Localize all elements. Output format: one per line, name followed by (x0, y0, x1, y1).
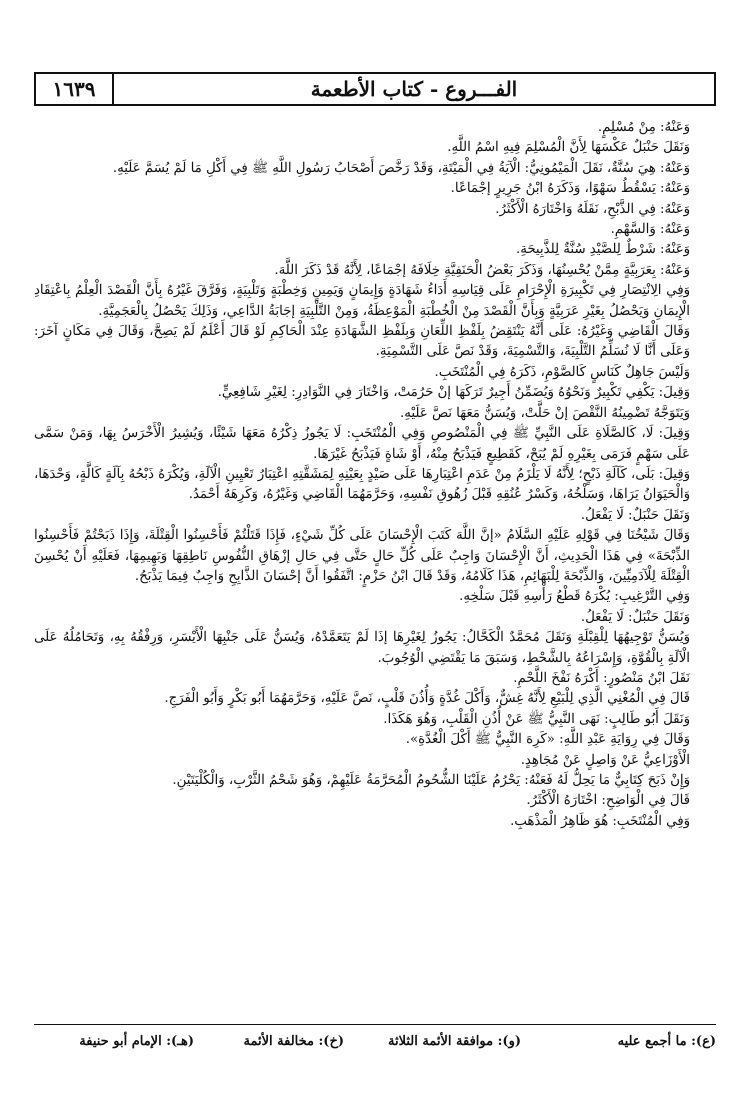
paragraph: وَقِيلَ: لَا، كَالصَّلَاةِ عَلَى النَّبِيِّ ﷺ فِي الْمَنْصُوصِ وَفِي الْمُنْتَخَبِ: لَا يَجُوزُ ذِكْرُهُ مَعَهَا شَيْئًا، وَيُشِيرُ الْأَخْرَسُ بِهَا، وَمَنْ سَمَّى عَلَى سَهْمٍ فَرَمَى بِغَيْرِهِ لَمْ يُبَحْ، كَقَطِيعٍ فَيَذْبَحُ مِنْهُ، أَوْ شَاةٍ فَيَذْبَحُ غَيْرَهَا. (34, 426, 690, 462)
paragraph: وَقِيلَ: يَكْفِي تَكْبِيرٌ وَنَحْوُهُ وَيُضَمِّنُ أَجِيرٌ تَرَكَهَا إنْ حَرُمَتْ، وَاخْتَارَ فِي النَّوَادِرِ: لِغَيْرِ شَافِعِيٍّ. (217, 385, 690, 401)
paragraph: وَعَنْهُ: هِيَ سُنَّةٌ، نَقَلَ الْمَيْمُونِيُّ: الْآيَةُ فِي الْمَيْتَةِ، وَقَدْ رَخَّصَ أَصْحَابُ رَسُولِ اللَّهِ ﷺ فِي أَكْلِ مَا لَمْ يُسَمَّ عَلَيْهِ. (112, 160, 690, 176)
paragraph: قَالَ فِي الْمُغْنِي الَّذِي لِلْبَيْعِ لِأَنَّهُ غِشٌّ، وَأَكْلَ غُدَّةٍ وَأُذُنَ قَلْبٍ، نَصَّ عَلَيْهِ، وَحَرَّمَهُمَا أَبُو بَكْرٍ وَأَبُو الْفَرَجِ. (164, 691, 690, 707)
paragraph: وَنَقَلَ حَنْبَلٌ: لَا يَفْعَلُ. (580, 609, 690, 625)
paragraph: وَقَالَ شَيْخُنَا فِي قَوْلِهِ عَلَيْهِ السَّلَامُ «إنَّ اللَّهَ كَتَبَ الْإِحْسَانَ عَلَى كُلِّ شَيْءٍ، فَإِذَا قَتَلْتُمْ فَأَحْسِنُوا الْقِتْلَةَ، وَإِذَا ذَبَحْتُمْ فَأَحْسِنُوا الذِّبْحَةَ» فِي هَذَا الْحَدِيثِ، أَنَّ الْإِحْسَانَ وَاجِبٌ عَلَى كُلِّ حَالٍ حَتَّى فِي حَالِ إزْهَاقِ النُّفُوسِ نَاطِقِهَا وَبَهِيمِهَا، فَعَلَيْهِ أَنْ يُحْسِنَ الْقِتْلَةَ لِلْآدَمِيِّينَ، وَالذِّبْحَةَ لِلْبَهَائِمِ، هَذَا كَلَامُهُ، وَقَدْ قَالَ ابْنُ حَزْمٍ: اتَّفَقُوا أَنَّ إحْسَانَ الذَّابِحِ وَاجِبٌ فِيمَا يَذْبَحُ. (34, 528, 690, 584)
paragraph: وَعَنْهُ: يَسْقُطُ سَهْوًا، وَذَكَرَهُ ابْنُ جَرِيرٍ إجْمَاعًا. (450, 181, 690, 197)
footer-legend (34, 1030, 716, 1054)
legend-disagreement: (خ): مخالفة الأئمة (243, 1034, 344, 1049)
paragraph: وَعَنْهُ: وَالسَّهْمِ. (610, 222, 690, 238)
paragraph: وَعَنْهُ: شَرْطٌ لِلصَّيْدِ سُنَّةٌ لِلذَّبِيحَةِ. (515, 242, 690, 258)
paragraph: وَإِنْ ذَبَحَ كِتَابِيٌّ مَا يَحِلُّ لَهُ فَعَنْهُ: يَحْرُمُ عَلَيْنَا الشُّحُومُ الْمُحَرَّمَةُ عَلَيْهِمْ، وَهُوَ شَحْمُ الثَّرْبِ، وَالْكُلْيَتَيْنِ. (172, 773, 690, 788)
paragraph: وَفِي الْمُنْتَخَبِ: هُوَ ظَاهِرُ الْمَذْهَبِ. (510, 813, 690, 829)
paragraph: نَقَلَ ابْنُ مَنْصُورٍ: أَكْرَهُ نَفْخَ اللَّحْمِ. (513, 670, 690, 686)
paragraph: الْأَوْزَاعِيُّ عَنْ وَاصِلٍ عَنْ مُجَاهِدٍ. (520, 752, 690, 768)
paragraph: وَنَقَلَ حَنْبَلٌ: لَا يَفْعَلُ. (580, 507, 690, 523)
paragraph: وَعَنْهُ: مِنْ مُسْلِمٍ. (597, 120, 690, 135)
paragraph: وَقَالَ فِي رِوَايَةِ عَبْدِ اللَّهِ: «كَرِهَ النَّبِيُّ ﷺ أَكْلَ الْغُدَّةِ». (405, 732, 690, 748)
paragraph: وَنَقَلَ حَنْبَلٌ عَكْسَهَا لِأَنَّ الْمُسْلِمَ فِيهِ اسْمُ اللَّهِ. (447, 140, 690, 156)
paragraph: وَيُسَنُّ تَوْجِيهُهَا لِلْقِبْلَةِ وَنَقَلَ مُحَمَّدٌ الْكَحَّالُ: يَجُوزُ لِغَيْرِهَا إذَا لَمْ يَتَعَمَّدْهُ، وَيُسَنُّ عَلَى جَنْبِهَا الْأَيْسَرِ، وَرِفْقُهُ بِهِ، وَتَحَامُلُهُ عَلَى الْآلَةِ بِالْقُوَّةِ، وَإِسْرَاعُهُ بِالشَّحْطِ، وَسَبَقَ مَا يَقْتَضِي الْوُجُوبَ. (34, 630, 690, 666)
legend-agreement: (و): موافقة الأئمة الثلاثة (388, 1034, 521, 1049)
paragraph: وَنَقَلَ أَبُو طَالِبٍ: نَهَى النَّبِيُّ ﷺ عَنْ أُذُنِ الْقَلْبِ، وَهُوَ هَكَذَا. (383, 711, 690, 727)
running-title: الفـــروع - كتاب الأطعمة (310, 77, 518, 101)
page-header (34, 72, 716, 106)
paragraph: قَالَ فِي الْوَاضِحِ: اخْتَارَهُ الْأَكْثَرُ. (526, 793, 690, 809)
paragraph: وَفِي التَّرْغِيبِ: يُكْرَهُ قَطْعُ رَأْسِهِ قَبْلَ سَلْخِهِ. (459, 589, 690, 605)
body-text (34, 118, 716, 1018)
paragraph: وَعَنْهُ: فِي الذَّبْحِ، نَقَلَهُ وَاخْتَارَهُ الْأَكْثَرُ. (495, 201, 690, 217)
paragraph: وَيَتَوَجَّهُ تَضْمِينُهُ النَّقْصَ إنْ حَلَّتْ، وَيُسَنُّ مَعَهَا نَصَّ عَلَيْهِ. (400, 405, 690, 421)
paragraph: وَعَنْهُ: بِعَرَبِيَّةٍ مِمَّنْ يُحْسِنُهَا، وَذَكَرَ بَعْضُ الْحَنَفِيَّةِ خِلَافَهُ إجْمَاعًا، لِأَنَّهُ قَدْ ذَكَرَ اللَّهَ. (274, 262, 690, 278)
paragraph: وَقِيلَ: بَلَى، كَآلَةِ ذَبْحٍ؛ لِأَنَّهُ لَا يَلْزَمُ مِنْ عَدَمِ اعْتِبَارِهَا عَلَى صَيْدٍ بِعَيْنِهِ لِمَشَقَّتِهِ اعْتِبَارُ تَعْيِينِ الْآلَةِ، وَيُكْرَهُ ذَبْحُهُ بِآلَةٍ كَالَّةٍ، وَحْدَهَا، وَالْحَيَوَانُ يَرَاهَا، وَسَلْخُهُ، وَكَسْرُ عُنُقِهِ قَبْلَ زُهُوقِ نَفْسِهِ، وَحَرَّمَهُمَا الْقَاضِي وَغَيْرُهُ، وَكَرِهَهُ أَحْمَدُ. (34, 466, 690, 503)
page-number: ١٦٣٩ (36, 74, 114, 104)
legend-consensus: (ع): ما أجمع عليه (617, 1034, 716, 1049)
paragraph: وَلَيْسَ جَاهِلٌ كَنَاسٍ كَالصَّوْمِ، ذَكَرَهُ فِي الْمُنْتَخَبِ. (434, 364, 690, 380)
footer-divider (34, 1024, 716, 1025)
paragraph: وَقَالَ الْقَاضِي وَغَيْرُهُ: عَلَى أَنَّهُ يَنْتَقِضُ بِلَفْظِ اللِّعَانِ وَبِلَفْظِ الشَّهَادَةِ عِنْدَ الْحَاكِمِ لَوْ قَالَ أَعْلَمُ لَمْ يَصِحَّ، وَقَالَ فِي مَكَانٍ آخَرَ: وَعَلَى أَنَّا لَا نُسَلِّمُ التَّلْبِيَةَ، وَالتَّسْمِيَةَ، وَقَدْ نَصَّ عَلَى التَّسْمِيَةِ. (34, 324, 690, 360)
legend-abu-hanifa: (هـ): الإمام أبو حنيفة (79, 1034, 194, 1049)
paragraph: وَفِي الِانْتِصَارِ فِي تَكْبِيرَةِ الْإِحْرَامِ عَلَى قِيَاسِهِ أَدَاءُ شَهَادَةٍ وَإِيمَانٍ وَيَمِينٍ وَخِطْبَةٍ وَتَلْبِيَةٍ، وَفَرَّقَ غَيْرُهُ بِأَنَّ الْقَصْدَ الْعِلْمُ بِاعْتِقَادِ الْإِيمَانِ وَيَحْصُلُ بِغَيْرِ عَرَبِيَّةٍ وَبِأَنَّ الْقَصْدَ مِنْ الْخُطْبَةِ الْمَوْعِظَةُ، وَمِنْ التَّلْبِيَةِ إجَابَةُ الدَّاعِي، وَذَلِكَ يَحْصُلُ بِالْعَجَمِيَّةِ. (34, 283, 690, 319)
